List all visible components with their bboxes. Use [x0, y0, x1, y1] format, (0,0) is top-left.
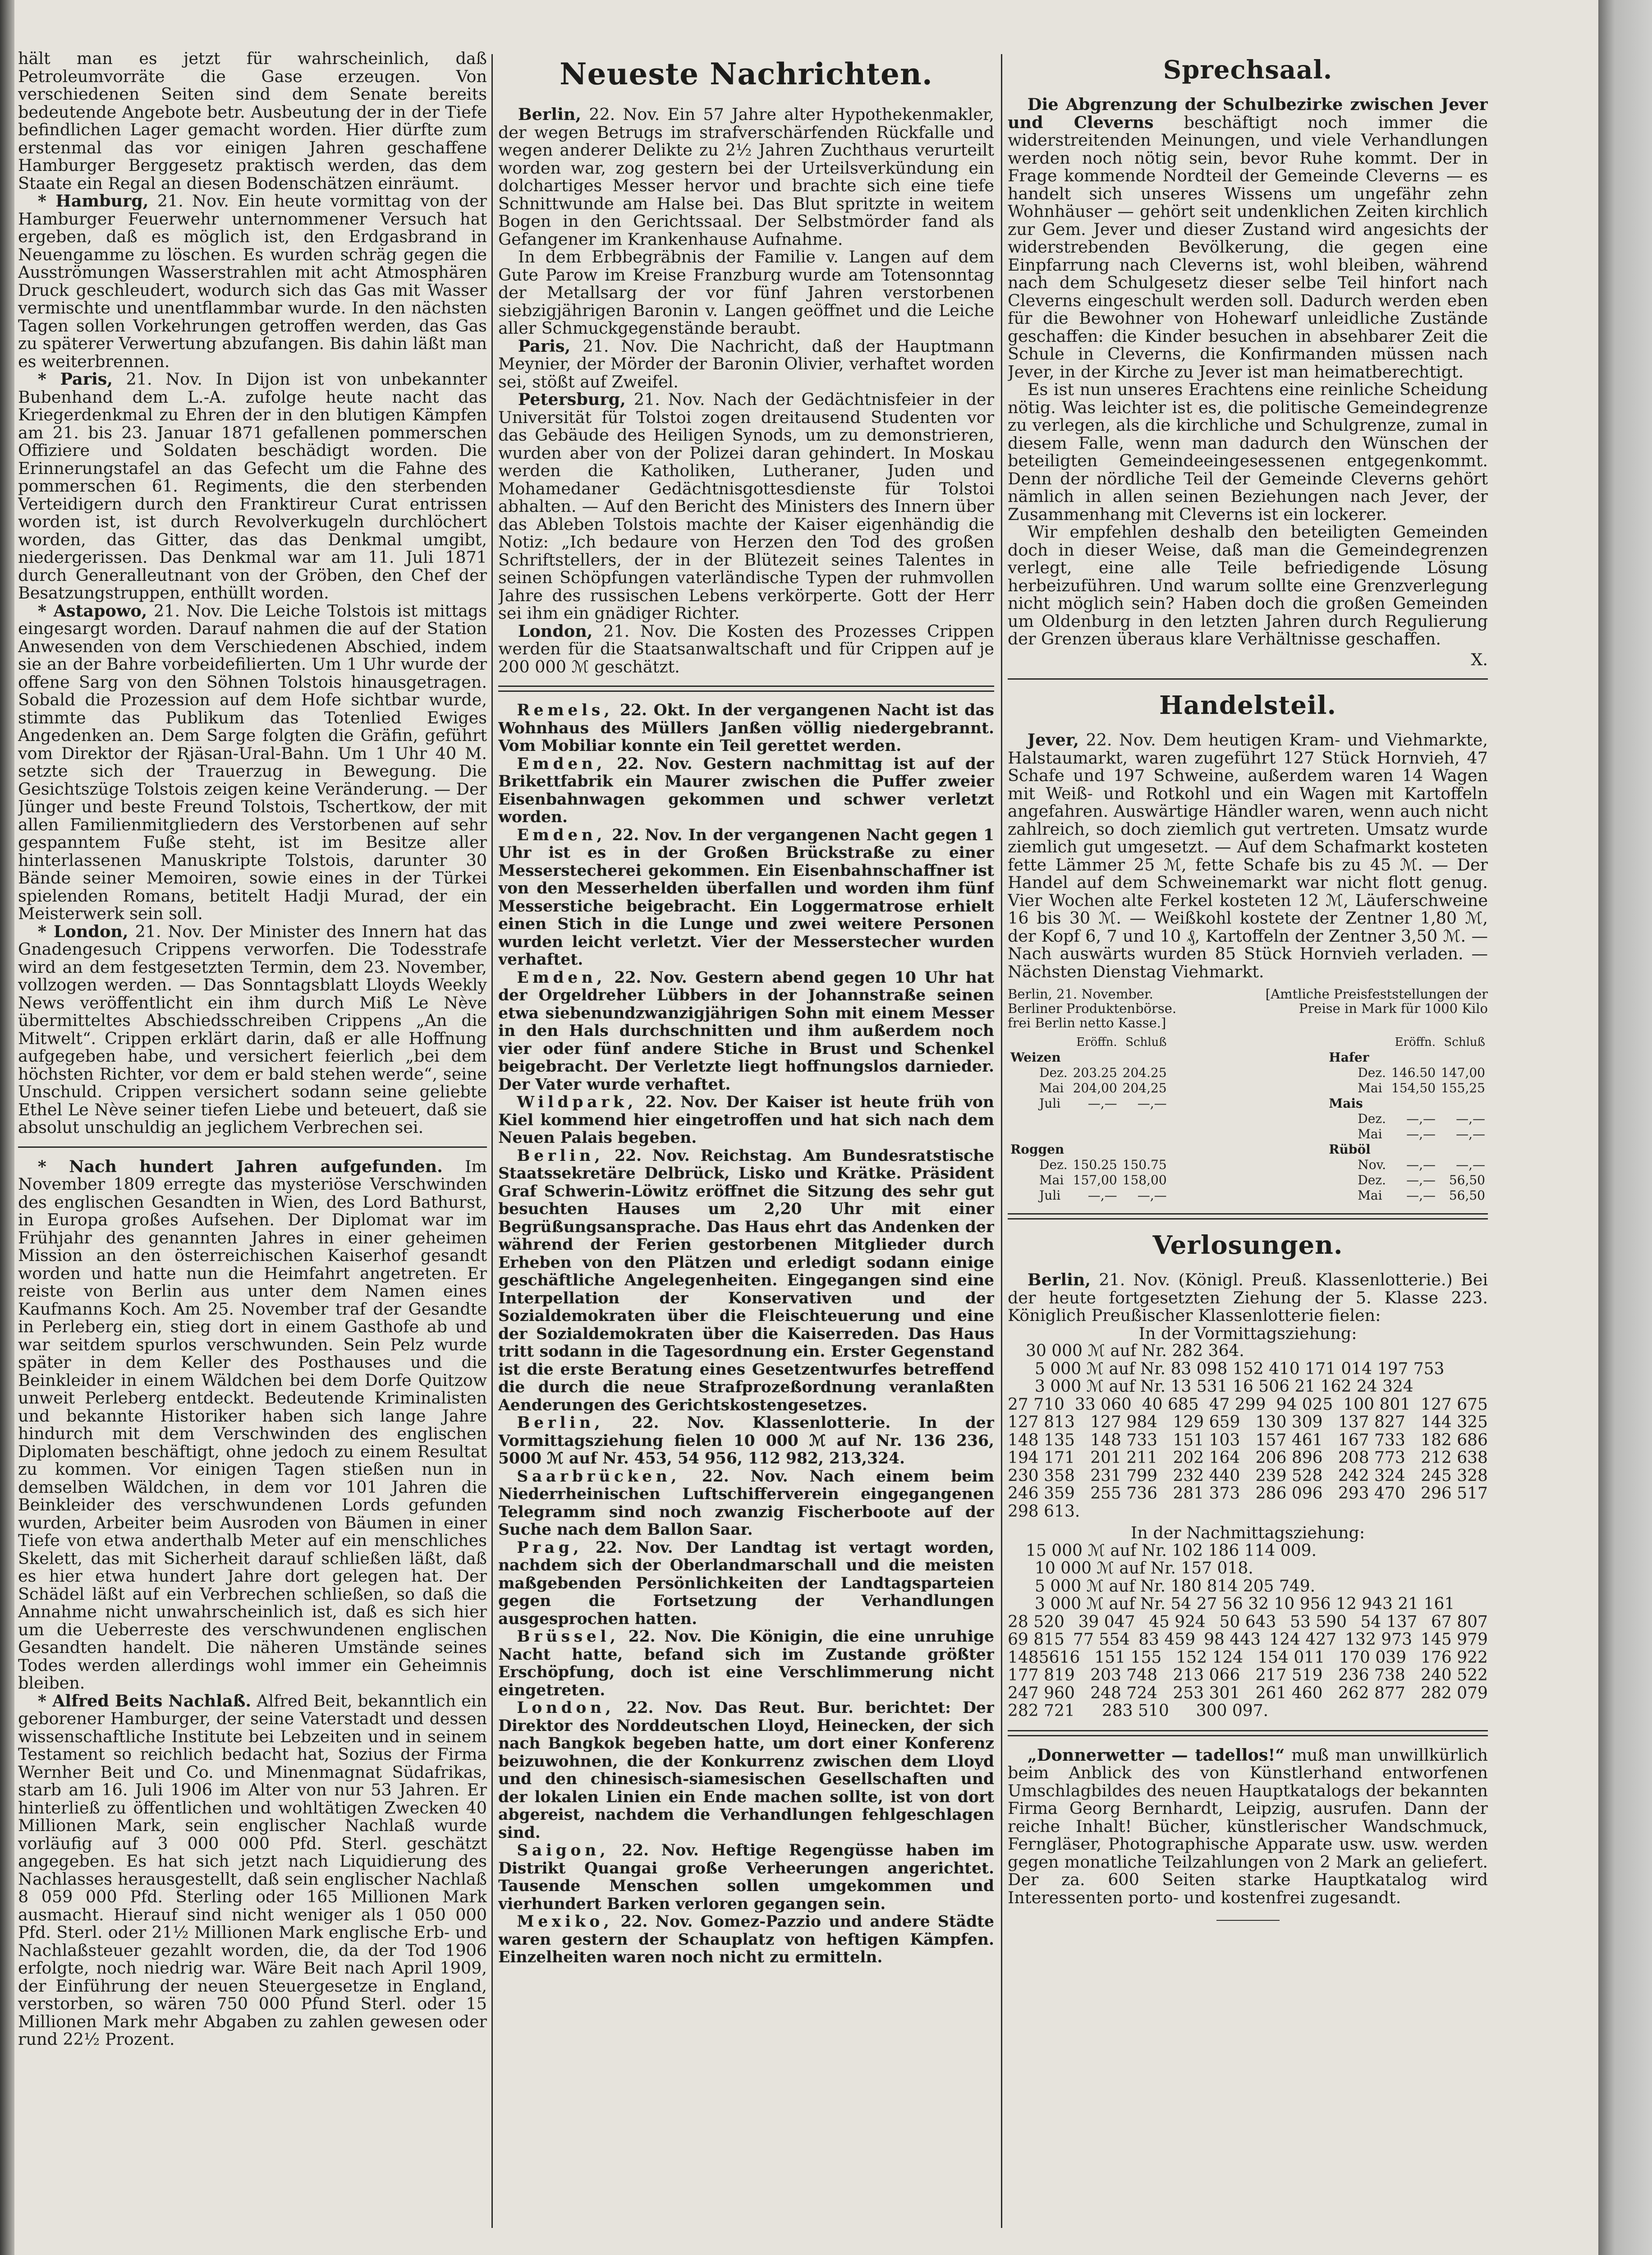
article-bruessel	[498, 1628, 994, 1699]
lottery-number: 83 459	[1138, 1630, 1196, 1649]
price-close: 204,25	[1122, 1081, 1167, 1095]
article-paris	[18, 370, 487, 602]
lottery-number: 127 675	[1421, 1395, 1488, 1414]
lottery-number: 245 328	[1421, 1466, 1488, 1485]
price-open: —,—	[1088, 1096, 1117, 1111]
lottery-number: 298 613.	[1008, 1502, 1080, 1521]
article-title-hundert-jahren: * Nach hundert Jahren aufgefunden.	[37, 1156, 443, 1176]
divider-double	[1008, 1730, 1488, 1736]
section-headline-handelsteil: Handelsteil.	[1159, 690, 1337, 720]
price-open: 203.25	[1073, 1065, 1117, 1080]
boerse-header-left	[1008, 987, 1176, 1030]
lottery-number: 132 973	[1345, 1630, 1413, 1649]
lottery-number-row	[1008, 1431, 1488, 1450]
lottery-number: 54 137	[1360, 1612, 1418, 1631]
lottery-number: 203 748	[1090, 1666, 1158, 1684]
lottery-number: 27 710	[1008, 1395, 1065, 1414]
price-month: Mai	[1358, 1188, 1382, 1203]
lottery-number: 154 011	[1257, 1648, 1325, 1667]
price-open: 146.50	[1391, 1065, 1436, 1080]
price-row	[1326, 1157, 1488, 1173]
article-schulbezirke	[1008, 96, 1488, 381]
commodity-rueboel: Rüböl	[1329, 1142, 1371, 1157]
price-close: 150.75	[1122, 1157, 1167, 1172]
text-berlin-lotterie: 22. Nov. Klassenlotterie. In der Vormittagsziehung fielen 10 000 ℳ auf Nr. 136 236, 5000 ℳ auf Nr. 453, 54 956, 112 982, 213,324.	[498, 1414, 994, 1468]
price-month: Dez.	[1039, 1065, 1068, 1080]
price-month: Mai	[1039, 1081, 1064, 1095]
price-open: 157,00	[1073, 1173, 1117, 1187]
article-klassenlotterie	[1008, 1271, 1488, 1325]
lottery-number: 230 358	[1008, 1466, 1075, 1485]
lottery-number-row	[1008, 1413, 1488, 1431]
lottery-number-row	[1008, 1449, 1488, 1467]
commodity-weizen: Weizen	[1010, 1050, 1061, 1065]
price-month: Nov.	[1358, 1157, 1386, 1172]
roggen-rows	[1008, 1157, 1170, 1203]
article-saigon	[498, 1842, 994, 1913]
column-right	[1008, 50, 1488, 2255]
lottery-number: 202 164	[1173, 1449, 1240, 1467]
price-row	[1008, 1081, 1170, 1096]
lottery-number: 129 659	[1173, 1413, 1240, 1431]
dateline-wildpark: Wildpark,	[517, 1093, 638, 1111]
article-hundert-jahren	[18, 1158, 487, 1692]
lottery-number: 262 877	[1338, 1684, 1405, 1703]
commodity-mais: Mais	[1329, 1096, 1363, 1111]
text-petersburg: 21. Nov. Nach der Gedächtnisfeier in der Universität für Tolstoi zogen dreitausend Studenten vor das Gebäude des Heiligen Synods, um zu demonstrieren, wurden aber von der Polizei daran gehindert. In Moskau werden die Katholiken, Lutheraner, Juden und Mohamedaner Gedächtnisgottesdienste für Tolstoi abhalten. — Auf den Bericht des Ministers des Innern über das Ableben Tolstois machte der Kaiser eigenhändig die Notiz: „Ich bedaure von Herzen den Tod des großen Schriftstellers, der in der Blütezeit seines Talentes in seinen Schöpfungen vaterländische Typen der ruhmvollen Jahre des russischen Lebens verkörperte. Gott der Herr sei ihm ein gnädiger Richter.	[498, 390, 994, 623]
nachmittag-title: In der Nachmittagsziehung:	[1130, 1523, 1365, 1542]
dateline-london: * London,	[37, 921, 128, 941]
lottery-number: 148 733	[1090, 1431, 1158, 1450]
prize-line: 5 000 ℳ auf Nr. 83 098 152 410 171 014 197 753	[1035, 1359, 1445, 1378]
article-london	[18, 923, 487, 1137]
lottery-number: 45 924	[1149, 1612, 1206, 1631]
lottery-number: 137 827	[1338, 1413, 1405, 1431]
article-hamburg	[18, 192, 487, 370]
price-row	[1008, 1065, 1170, 1081]
lottery-number-row	[1008, 1503, 1488, 1521]
boerse-unit: Preise in Mark für 1000 Kilo	[1299, 1001, 1488, 1016]
price-close: —,—	[1137, 1096, 1167, 1111]
article-donnerwetter	[1008, 1746, 1488, 1907]
text-remels: 22. Okt. In der vergangenen Nacht ist das Wohnhaus des Müllers Janßen völlig niedergebrannt. Vom Mobiliar konnte ein Teil gerettet werden.	[498, 701, 994, 755]
article-emden-1	[498, 755, 994, 827]
prize-line: 15 000 ℳ auf Nr. 102 186 114 009.	[1026, 1541, 1317, 1560]
price-open: —,—	[1406, 1127, 1436, 1141]
dateline-paris: Paris,	[518, 336, 571, 356]
price-open: —,—	[1406, 1111, 1436, 1126]
article-berlin-hypothekenmakler	[498, 106, 994, 248]
dateline-emden: Emden,	[517, 755, 606, 773]
lottery-number: 28 520	[1008, 1612, 1065, 1631]
price-row	[1326, 1081, 1488, 1096]
dateline-saarbruecken: Saarbrücken,	[517, 1467, 681, 1486]
lottery-number-row	[1008, 1613, 1488, 1631]
text-hamburg: 21. Nov. Ein heute vormittag von der Hamburger Feuerwehr unternommener Versuch hat ergeben, daß es möglich ist, den Erdgasbrand in Neuengamme zu löschen. Es wurden schräg gegen die Ausströmungen Wasserstrahlen mit acht Atmosphären Druck geschleudert, wodurch sich das Gas mit Wasser vermischte und unentflammbar wurde. In den nächsten Tagen sollen Vorkehrungen getroffen werden, das Gas zu späterer Verwertung abzufangen. Bis dahin läßt man es weiterbrennen.	[18, 191, 487, 371]
lottery-number-row	[1008, 1702, 1488, 1720]
lottery-number-row	[1008, 1666, 1488, 1684]
mais-rows	[1326, 1111, 1488, 1142]
vormittag-title: In der Vormittagsziehung:	[1138, 1323, 1357, 1343]
lottery-number: 124 427	[1269, 1630, 1337, 1649]
price-close: —,—	[1137, 1188, 1167, 1203]
text-hundert-jahren: Im November 1809 erregte das mysteriöse Verschwinden des englischen Gesandten in Wien, des Lord Bathurst, in Europa großes Aufsehen. Der Diplomat war im Frühjahr des genannten Jahres in einer geheimen Mission an den österreichischen Kaiserhof gesandt worden und hatte nun die Heimfahrt angetreten. Er reiste von Berlin aus unter dem Namen eines Kaufmanns Koch. Am 25. November traf der Gesandte in Perleberg ein, stieg dort in einem Gasthofe ab und war seitdem spurlos verschwunden. Sein Pelz wurde später in dem Keller des Posthauses und die Beinkleider in einem Wäldchen bei dem Dorfe Quitzow unweit Perleberg entdeckt. Bedeutende Kriminalisten und bekannte Historiker haben sich lange Jahre hindurch mit dem Verschwinden des englischen Diplomaten beschäftigt, ohne jedoch zu einem Resultat zu kommen. Vor einigen Tagen stießen nun in demselben Wäldchen, in dem vor 101 Jahren die Beinkleider des verschwundenen Lords gefunden wurden, Arbeiter beim Ausroden von Bäumen in einer Tiefe von etwa anderthalb Meter auf ein menschliches Skelett, das mit Sicherheit darauf schließen läßt, daß es hier etwa hundert Jahre dort gelegen hat. Der Schädel läßt auf ein Verbrechen schließen, so daß die Annahme nicht unwahrscheinlich ist, daß es sich hier um die Ueberreste des verschwundenen englischen Gesandten handelt. Die näheren Umstände seines Todes werden allerdings wohl immer ein Geheimnis bleiben.	[18, 1156, 487, 1693]
lottery-number: 53 590	[1290, 1612, 1347, 1631]
boerse-official: [Amtliche Preisfeststellungen der	[1265, 986, 1488, 1002]
article-emden-3	[498, 969, 994, 1094]
article-saarbruecken	[498, 1468, 994, 1539]
dateline-berlin: Berlin,	[517, 1414, 604, 1432]
dateline-berlin: Berlin,	[1027, 1270, 1091, 1289]
price-row	[1008, 1173, 1170, 1188]
divider	[1008, 678, 1488, 680]
article-astapowo	[18, 602, 487, 923]
text-saigon: 22. Nov. Heftige Regengüsse haben im Distrikt Quangai große Verheerungen angerichtet. Tausende Menschen sollen umgekommen und vierhundert Barken verloren gegangen sein.	[498, 1841, 994, 1913]
commodity-hafer: Hafer	[1329, 1050, 1369, 1065]
lottery-number: 261 460	[1255, 1684, 1323, 1703]
text-london-lloyd: 22. Nov. Das Reut. Bur. berichtet: Der Direktor des Norddeutschen Lloyd, Heinecken, der sich nach Bangkok begeben hatte, um dort einer Konferenz beizuwohnen, die der Konkurrenz zwischen dem Lloyd und den chinesisch-siamesischen Gesellschaften und der lokalen Linien ein Ende machen sollte, ist von dort abgereist, nachdem die Verhandlungen fehlgeschlagen sind.	[498, 1699, 994, 1842]
lottery-number: 212 638	[1421, 1449, 1488, 1467]
lottery-number: 247 960	[1008, 1684, 1075, 1703]
price-month: Dez.	[1358, 1111, 1386, 1126]
lottery-number-row	[1008, 1631, 1488, 1649]
prize-line: 30 000 ℳ auf Nr. 282 364.	[1026, 1342, 1244, 1360]
lottery-number: 127 813	[1008, 1413, 1075, 1431]
dateline-london: London,	[518, 621, 593, 641]
price-month: Juli	[1039, 1188, 1061, 1203]
section-headline-verlosungen: Verlosungen.	[1152, 1230, 1343, 1260]
lottery-number: 77 554	[1073, 1630, 1130, 1649]
price-close: —,—	[1456, 1111, 1485, 1126]
text-emden-2: 22. Nov. In der vergangenen Nacht gegen 1 Uhr ist es in der Großen Brückstraße zu einer Messerstecherei gekommen. Ein Eisenbahnschaffner ist von den Messerhelden überfallen und worden ihm fünf Messerstiche beigebracht. Ein Loggermatrose erhielt einen Stich in die Lunge und zwei weitere Personen wurden leicht verletzt. Vier der Messerstecher wurden verhaftet.	[498, 826, 994, 969]
lottery-number: 296 517	[1421, 1484, 1488, 1503]
price-open: 154,50	[1391, 1081, 1436, 1095]
column-left	[18, 50, 487, 2255]
header-open: Eröffn.	[1076, 1035, 1117, 1049]
nachmittag-number-rows	[1008, 1613, 1488, 1720]
price-close: 147,00	[1441, 1065, 1485, 1080]
lottery-number-row	[1008, 1396, 1488, 1414]
dateline-bruessel: Brüssel,	[517, 1628, 620, 1646]
price-open: 204,00	[1073, 1081, 1117, 1095]
divider-double	[1008, 1213, 1488, 1220]
dateline-petersburg: Petersburg,	[518, 390, 626, 409]
text-bruessel: 22. Nov. Die Königin, die eine unruhige Nacht hatte, befand sich im Zustande größter Erschöpfung, doch ist eine Verschlimmerung nicht eingetreten.	[498, 1628, 994, 1699]
column-rule-2	[1001, 54, 1002, 2228]
text-klassenlotterie: 21. Nov. (Königl. Preuß. Klassenlotterie.) Bei der heute fortgesetzten Ziehung der 5. Klasse 223. Königlich Preußischer Klassenlotterie fielen:	[1008, 1270, 1488, 1325]
divider-short	[1216, 1920, 1280, 1921]
price-month: Dez.	[1358, 1173, 1386, 1187]
article-erbbegraebnis: In dem Erbbegräbnis der Familie v. Langen auf dem Gute Parow im Kreise Franzburg wurde am Totensonntag der Metallsarg der vor fünf Jahren verstorbenen siebzigjährigen Baronin v. Langen geöffnet und die Leiche aller Schmuckgegenstände beraubt.	[498, 247, 994, 338]
section-headline-neueste-nachrichten: Neueste Nachrichten.	[560, 56, 933, 92]
price-month: Dez.	[1358, 1065, 1386, 1080]
text-london: 21. Nov. Die Kosten des Prozesses Crippen werden für die Staatsanwaltschaft und für Crippen auf je 200 000 ℳ geschätzt.	[498, 621, 994, 676]
prize-line: 5 000 ℳ auf Nr. 180 814 205 749.	[1035, 1577, 1316, 1596]
vormittag-prize-lines	[1008, 1342, 1488, 1396]
text-paris: 21. Nov. Die Nachricht, daß der Hauptmann Meynier, der Mörder der Baronin Olivier, verhaftet worden sei, stößt auf Zweifel.	[498, 336, 994, 391]
lottery-number: 282 721	[1008, 1702, 1075, 1720]
dateline-mexiko: Mexiko,	[517, 1913, 613, 1931]
price-open: 150.25	[1073, 1157, 1117, 1172]
price-row	[1326, 1065, 1488, 1081]
lottery-number: 157 461	[1255, 1431, 1323, 1450]
article-paris-meynier	[498, 337, 994, 391]
dateline-emden: Emden,	[517, 826, 606, 844]
dateline-emden: Emden,	[517, 968, 606, 987]
dateline-hamburg: * Hamburg,	[37, 191, 149, 211]
lottery-number: 236 738	[1338, 1666, 1405, 1684]
lottery-number: 67 807	[1431, 1612, 1488, 1631]
text-berlin: 22. Nov. Ein 57 Jahre alter Hypothekenmakler, der wegen Betrugs im strafverschärfenden Rückfalle und wegen anderer Delikte zu 2½ Jahren Zuchthaus verurteilt worden war, zog gestern bei der Urteilsverkündung ein dolchartiges Messer hervor und brachte sich eine tiefe Schnittwunde am Halse bei. Das Blut spritzte in weitem Bogen in den Gerichtssaal. Der Selbstmörder fand als Gefangener im Krankenhause Aufnahme.	[498, 105, 994, 249]
weizen-rows	[1008, 1065, 1170, 1111]
price-open: —,—	[1406, 1173, 1436, 1187]
text-paris: 21. Nov. In Dijon ist von unbekannter Bubenhand dem L.-A. zufolge heute nacht das Kriegerdenkmal zu Ehren der in den blutigen Kämpfen am 21. bis 23. Januar 1871 gefallenen pommerschen Offiziere und Soldaten beschädigt worden. Die Erinnerungstafel an das Gefecht um die Fahne des pommerschen 61. Regiments, die den sterbenden Verteidigern durch den Franktireur Curat entrissen worden ist, ist durch Revolverkugeln durchlöchert worden, das Gitter, das das Denkmal umgibt, niedergerissen. Das Denkmal war am 11. Juli 1871 durch Generalleutnant von der Gröben, den Chef der Besatzungstruppen, enthüllt worden.	[18, 369, 487, 603]
lottery-number: 98 443	[1204, 1630, 1261, 1649]
text-wildpark: 22. Nov. Der Kaiser ist heute früh von Kiel kommend hier eingetroffen und hat sich nach dem Neuen Palais begeben.	[498, 1093, 994, 1147]
lottery-number: 283 510	[1101, 1702, 1169, 1720]
price-table-left	[1008, 1035, 1170, 1203]
boerse-header	[1008, 987, 1488, 1030]
lottery-number-row	[1008, 1684, 1488, 1703]
text-mexiko: 22. Nov. Gomez-Pazzio und andere Städte waren gestern der Schauplatz von heftigen Kämpfen. Einzelheiten waren noch nicht zu ermitteln.	[498, 1913, 994, 1966]
text-prag: 22. Nov. Der Landtag ist vertagt worden, nachdem sich der Oberlandmarschall und die meisten maßgebenden Persönlichkeiten der Landtagsparteien gegen die Fortsetzung der Verhandlungen ausgesprochen hatten.	[498, 1538, 994, 1628]
article-berlin-lotterie	[498, 1414, 994, 1468]
text-saarbruecken: 22. Nov. Nach einem beim Niederrheinischen Luftschifferverein eingegangenen Telegramm sind noch zwanzig Fischerboote auf der Suche nach dem Ballon Saar.	[498, 1467, 994, 1539]
lottery-number: 40 685	[1142, 1395, 1199, 1414]
signature: X.	[1471, 649, 1488, 669]
lottery-number-row	[1008, 1649, 1488, 1667]
article-title-beit: * Alfred Beits Nachlaß.	[37, 1691, 252, 1711]
lottery-number: 182 686	[1421, 1431, 1488, 1450]
lottery-number: 239 528	[1255, 1466, 1323, 1485]
dateline-astapowo: * Astapowo,	[37, 601, 147, 621]
article-mexiko	[498, 1913, 994, 1967]
lottery-number: 151 155	[1094, 1648, 1162, 1667]
lottery-number: 167 733	[1338, 1431, 1405, 1450]
article-remels	[498, 702, 994, 755]
boerse-name: Berliner Produktenbörse.	[1008, 1001, 1177, 1016]
text-astapowo: 21. Nov. Die Leiche Tolstois ist mittags eingesargt worden. Darauf nahmen die auf der Station Anwesenden von dem Verschiedenen Abschied, indem sie an der Bahre vorbeidefilierten. Um 1 Uhr wurde der offene Sarg von den Söhnen Tolstois hinausgetragen. Sobald die Prozession auf dem Hofe sichtbar wurde, stimmte das Publikum das Totenlied Ewiges Angedenken an. Dem Sarge folgten die Gräfin, geführt vom Direktor der Rjäsan-Ural-Bahn. Um 1 Uhr 40 M. setzte sich der Trauerzug in Bewegung. Die Gesichtszüge Tolstois zeigen keine Veränderung. — Der Jünger und beste Freund Tolstois, Tschertkow, der mit allen Familienmitgliedern des Verstorbenen auf sehr gespanntem Fuße steht, ist im Besitze aller hinterlassenen Manuskripte Tolstois, darunter 30 Bände seiner Memoiren, sowie eines in der Türkei spielenden Romans, betitelt Hadji Murad, der ein Meisterwerk sein soll.	[18, 601, 487, 923]
lottery-number: 50 643	[1219, 1612, 1276, 1631]
nachmittag-prize-lines	[1008, 1542, 1488, 1613]
boerse-note: frei Berlin netto Kasse.]	[1008, 1015, 1166, 1031]
lottery-number: 240 522	[1421, 1666, 1488, 1684]
price-row	[1008, 1096, 1170, 1111]
text-berlin-reichstag: 22. Nov. Reichstag. Am Bundesratstische Staatssekretäre Delbrück, Lisko und Krätke. Präsident Graf Schwerin-Löwitz eröffnet die Sitzung des sehr gut besuchten Hauses um 2,20 Uhr mit einer Begrüßungsansprache. Das Haus ehrt das Andenken der während der Ferien gestorbenen Mitglieder durch Erheben von den Plätzen und erledigt sodann einige geschäftliche Angelegenheiten. Eingegangen sind eine Interpellation der Konservativen und der Sozialdemokraten über die Fleischteuerung und eine der Sozialdemokraten über die Kaiserreden. Das Haus tritt sodann in die Tagesordnung ein. Erster Gegenstand ist die erste Beratung eines Gesetzentwurfes betreffend die durch die neue Strafprozeßordnung veranlaßten Aenderungen des Gerichtskostengesetzes.	[498, 1146, 994, 1414]
lottery-number: 47 299	[1209, 1395, 1266, 1414]
price-row	[1326, 1173, 1488, 1188]
article-wildpark	[498, 1094, 994, 1147]
text-donnerwetter: muß man unwillkürlich beim Anblick des von Künstlerhand entworfenen Umschlagbildes des neuen Hauptkatalogs der bekannten Firma Georg Bernhardt, Leipzig, ausrufen. Dann der reiche Inhalt! Bücher, künstlerischer Wandschmuck, Ferngläser, Photographische Apparate usw. usw. werden gegen monatliche Teilzahlungen von 2 Mark an geliefert. Der za. 600 Seiten starke Hauptkatalog wird Interessenten porto- und kostenfrei zugesandt.	[1008, 1745, 1488, 1907]
boerse-date: Berlin, 21. November.	[1008, 986, 1153, 1002]
price-month: Dez.	[1039, 1157, 1068, 1172]
text-emden-3: 22. Nov. Gestern abend gegen 10 Uhr hat der Orgeldreher Lübbers in der Johannstraße seinen etwa siebenundzwanzigjährigen Sohn mit einem Messer in den Hals durchschnitten und ihm außerdem noch vier oder fünf andere Stiche in Brust und Schenkel beigebracht. Der Verletzte liegt hoffnungslos darnieder. Der Vater wurde verhaftet.	[498, 968, 994, 1094]
text-london: 21. Nov. Der Minister des Innern hat das Gnadengesuch Crippens verworfen. Die Todesstrafe wird an dem festgesetzten Termin, dem 23. November, vollzogen werden. — Das Sonntagsblatt Lloyds Weekly News veröffentlicht ein ihm durch Miß Le Nève übermitteltes Abschiedsschreiben Crippens „An die Mitwelt“. Crippen erklärt darin, daß er alle Hoffnung aufgegeben habe, und versichert feierlich „bei dem höchsten Richter, vor dem er bald stehen werde“, seine Unschuld. Crippen versichert sodann seine geliebte Ethel Le Nève seiner tiefen Liebe und beteuert, daß sie absolut unschuldig an jeglichem Verbrechen sei.	[18, 921, 487, 1137]
article-prag	[498, 1539, 994, 1629]
text-schulbezirke: beschäftigt noch immer die widerstreitenden Meinungen, und viele Verhandlungen werden noch nötig sein, bevor Ruhe kommt. Der in Frage kommende Nordteil der Gemeinde Cleverns — es handelt sich unseres Wissens um ungefähr zehn Wohnhäuser — gehört seit undenklichen Zeiten kirchlich zur Gem. Jever und dieser Zustand wird angesichts der widerstrebenden Bevölkerung, die gegen eine Einpfarrung nach Cleverns ist, wohl bleiben, während nach dem Schulgesetz dieser selbe Teil hinfort nach Cleverns eingeschult werden soll. Dadurch werden eben für die Bewohner von Hohewarf unleidliche Zustände geschaffen: die Kinder besuchen in absehbarer Zeit die Schule in Cleverns, die Konfirmanden müssen nach Jever, in der Kirche zu Jever ist man heimatberechtigt.	[1008, 112, 1488, 382]
prize-line: 10 000 ℳ auf Nr. 157 018.	[1035, 1559, 1253, 1578]
prize-line: 3 000 ℳ auf Nr. 54 27 56 32 10 956 12 943 21 161	[1035, 1595, 1455, 1613]
dateline-jever: Jever,	[1027, 730, 1079, 750]
price-close: 204.25	[1122, 1065, 1167, 1080]
lottery-number: 33 060	[1074, 1395, 1132, 1414]
price-header-row	[1326, 1035, 1488, 1050]
text-beit: Alfred Beit, bekanntlich ein geborener Hamburger, der seine Vaterstadt und dessen wissenschaftliche Institute bei Lebzeiten und in seinem Testament so reichlich bedacht hat, Sozius der Firma Wernher Beit und Co. und Minenmagnat Südafrikas, starb am 16. Juli 1906 im Alter von nur 53 Jahren. Er hinterließ zu öffentlichen und wohltätigen Zwecken 40 Millionen Mark, sein englischer Nachlaß wurde vorläufig auf 3 000 000 Pfd. Sterl. geschätzt angegeben. Es hat sich jetzt nach Liquidierung des Nachlasses herausgestellt, daß sein englischer Nachlaß 8 059 000 Pfd. Sterling oder 165 Millionen Mark ausmacht. Hierauf sind nicht weniger als 1 050 000 Pfd. Sterl. oder 21½ Millionen Mark englische Erb- und Nachlaßsteuer gezahlt worden, die, da der Tod 1906 erfolgte, noch niedrig war. Wäre Beit nach April 1909, der Einführung der neuen Steuergesetze in England, verstorben, so wären 750 000 Pfund Sterl. oder 15 Millionen Mark mehr Abgaben zu zahlen gewesen oder rund 22½ Prozent.	[18, 1691, 487, 2049]
lottery-number: 194 171	[1008, 1449, 1075, 1467]
dateline-prag: Prag,	[517, 1538, 583, 1557]
lottery-number: 231 799	[1090, 1466, 1158, 1485]
price-month: Juli	[1039, 1096, 1061, 1111]
price-close: —,—	[1456, 1127, 1485, 1141]
lottery-number: 100 801	[1343, 1395, 1411, 1414]
lottery-number: 293 470	[1338, 1484, 1405, 1503]
price-month: Mai	[1039, 1173, 1064, 1187]
lottery-number: 246 359	[1008, 1484, 1075, 1503]
rueboel-rows	[1326, 1157, 1488, 1203]
dateline-saigon: Saigon,	[517, 1841, 610, 1859]
boerse-header-right	[1266, 987, 1488, 1030]
header-close: Schluß	[1444, 1035, 1485, 1049]
lottery-number: 1485616	[1008, 1648, 1080, 1667]
article-petersburg	[498, 391, 994, 622]
lottery-number: 213 066	[1173, 1666, 1240, 1684]
lottery-number: 253 301	[1173, 1684, 1240, 1703]
lottery-number: 255 736	[1090, 1484, 1158, 1503]
lottery-number: 130 309	[1255, 1413, 1323, 1431]
price-month: Mai	[1358, 1127, 1382, 1141]
price-row	[1326, 1127, 1488, 1142]
lottery-number: 94 025	[1276, 1395, 1333, 1414]
dateline-remels: Remels,	[517, 701, 614, 719]
lottery-number: 281 373	[1173, 1484, 1240, 1503]
price-close: 155,25	[1441, 1081, 1485, 1095]
article-schulbezirke-3: Wir empfehlen deshalb den beteiligten Gemeinden doch in dieser Weise, daß man die Gemeindegrenzen verlegt, eine alle Teile befriedigende Lösung herbeizuführen. Und warum sollte eine Grenzverlegung nicht möglich sein? Haben doch die großen Gemeinden um Oldenburg in den letzten Jahren durch Regulierung der Grenzen überaus klare Verhältnisse geschaffen.	[1008, 522, 1488, 649]
article-emden-2	[498, 827, 994, 969]
lottery-number: 145 979	[1421, 1630, 1488, 1649]
price-close: —,—	[1456, 1157, 1485, 1172]
lottery-number: 208 773	[1338, 1449, 1405, 1467]
price-tables	[1008, 1035, 1488, 1203]
article-london-crippen	[498, 622, 994, 676]
lottery-number: 217 519	[1255, 1666, 1323, 1684]
article-beit	[18, 1692, 487, 2048]
article-schulbezirke-2: Es ist nun unseres Erachtens eine reinliche Scheidung nötig. Was leichter ist es, die politische Gemeindegrenze zu verlegen, als die kirchliche und Schulgrenze, zumal in diesem Falle, wenn man dadurch den Wünschen der beteiligten Gemeindeeingesessenen entgegenkommt. Denn der nördliche Teil der Gemeinde Cleverns gehört nämlich in allen seinen Beziehungen nach Jever, der Zusammenhang mit Cleverns ist ein lockerer.	[1008, 380, 1488, 524]
lottery-number: 176 922	[1421, 1648, 1488, 1667]
page-edge-shadow	[1598, 0, 1652, 2255]
column-middle	[498, 50, 994, 2255]
price-month: Mai	[1358, 1081, 1382, 1095]
lottery-number: 248 724	[1090, 1684, 1158, 1703]
price-table-right	[1326, 1035, 1488, 1203]
divider	[18, 1146, 487, 1148]
lottery-number: 152 124	[1176, 1648, 1244, 1667]
lottery-number-row	[1008, 1485, 1488, 1503]
dateline-paris: * Paris,	[37, 369, 113, 389]
price-open: —,—	[1406, 1188, 1436, 1203]
vormittag-number-rows	[1008, 1396, 1488, 1521]
article-london-lloyd	[498, 1699, 994, 1842]
lottery-number: 242 324	[1338, 1466, 1405, 1485]
text-jever: 22. Nov. Dem heutigen Kram- und Viehmarkte, Halstaumarkt, waren zugeführt 127 Stück Hornvieh, 47 Schafe und 197 Schweine, außerdem waren 14 Wagen mit Weiß- und Rotkohl und ein Wagen mit Kartoffeln angefahren. Auswärtige Händler waren, wenn auch nicht zahlreich, so doch ziemlich gut vertreten. Umsatz wurde ziemlich gut umgesetzt. — Auf dem Schafmarkt kosteten fette Lämmer 25 ℳ, fette Schafe bis zu 45 ℳ. — Der Handel auf dem Schweinemarkt war nicht flott genug. Vier Wochen alte Ferkel kosteten 12 ℳ, Läuferschweine 16 bis 30 ℳ. — Weißkohl kostete der Zentner 1,80 ℳ, der Kopf 6, 7 und 10 ₰, Kartoffeln der Zentner 3,50 ℳ. — Nach auswärts wurden 85 Stück Hornvieh verladen. — Nächsten Dienstag Viehmarkt.	[1008, 730, 1488, 981]
price-close: 158,00	[1122, 1173, 1167, 1187]
header-open: Eröffn.	[1395, 1035, 1436, 1049]
lottery-number: 282 079	[1421, 1684, 1488, 1703]
price-row	[1326, 1111, 1488, 1127]
price-row	[1008, 1188, 1170, 1203]
dateline-berlin: Berlin,	[518, 105, 582, 124]
article-berlin-reichstag	[498, 1147, 994, 1415]
hafer-rows	[1326, 1065, 1488, 1096]
price-row	[1326, 1188, 1488, 1203]
lottery-number: 69 815	[1008, 1630, 1065, 1649]
column-rule-1	[491, 54, 493, 2228]
lottery-number: 206 896	[1255, 1449, 1323, 1467]
lottery-number: 177 819	[1008, 1666, 1075, 1684]
price-close: 56,50	[1449, 1173, 1485, 1187]
text-emden-1: 22. Nov. Gestern nachmittag ist auf der Brikettfabrik ein Maurer zwischen die Puffer zweier Eisenbahnwagen gekommen und schwer verletzt worden.	[498, 755, 994, 826]
article-jever-markt	[1008, 731, 1488, 980]
lottery-number: 232 440	[1173, 1466, 1240, 1485]
divider-double	[498, 686, 994, 692]
header-close: Schluß	[1125, 1035, 1167, 1049]
prize-line: 3 000 ℳ auf Nr. 13 531 16 506 21 162 24 324	[1035, 1377, 1413, 1396]
article-title-donnerwetter: „Donnerwetter — tadellos!“	[1027, 1745, 1285, 1765]
price-header-row	[1008, 1035, 1170, 1050]
lottery-number: 148 135	[1008, 1431, 1075, 1450]
section-headline-sprechsaal: Sprechsaal.	[1163, 55, 1333, 85]
dateline-london: London,	[517, 1699, 615, 1717]
article-petroleum-continuation: hält man es jetzt für wahrscheinlich, daß Petroleumvorräte die Gase erzeugen. Von verschiedenen Seiten sind dem Senate bereits bedeutende Angebote betr. Ausbeutung der in der Tiefe befindlichen Lager gemacht worden. Hier dürfte zum erstenmal das vor einigen Jahren geschaffene Hamburger Berggesetz praktisch werden, das dem Staate ein Regal an diesen Bodenschätzen einräumt.	[18, 50, 487, 193]
price-row	[1008, 1157, 1170, 1173]
price-open: —,—	[1406, 1157, 1436, 1172]
lottery-number: 170 039	[1339, 1648, 1407, 1667]
dateline-berlin: Berlin,	[517, 1146, 604, 1165]
lottery-number: 39 047	[1078, 1612, 1135, 1631]
commodity-roggen: Roggen	[1010, 1142, 1065, 1157]
price-open: —,—	[1088, 1188, 1117, 1203]
lottery-number: 144 325	[1421, 1413, 1488, 1431]
lottery-number: 127 984	[1090, 1413, 1158, 1431]
binding-gutter	[0, 0, 14, 2255]
lottery-number-row	[1008, 1467, 1488, 1485]
article-title-schulbezirke: Die Abgrenzung der Schulbezirke zwischen Jever und Cleverns	[1008, 95, 1488, 132]
lottery-number: 300 097.	[1196, 1702, 1269, 1720]
lottery-number: 286 096	[1255, 1484, 1323, 1503]
lottery-number: 151 103	[1173, 1431, 1240, 1450]
price-close: 56,50	[1449, 1188, 1485, 1203]
telegram-block	[498, 702, 994, 1967]
lottery-number: 201 211	[1090, 1449, 1158, 1467]
